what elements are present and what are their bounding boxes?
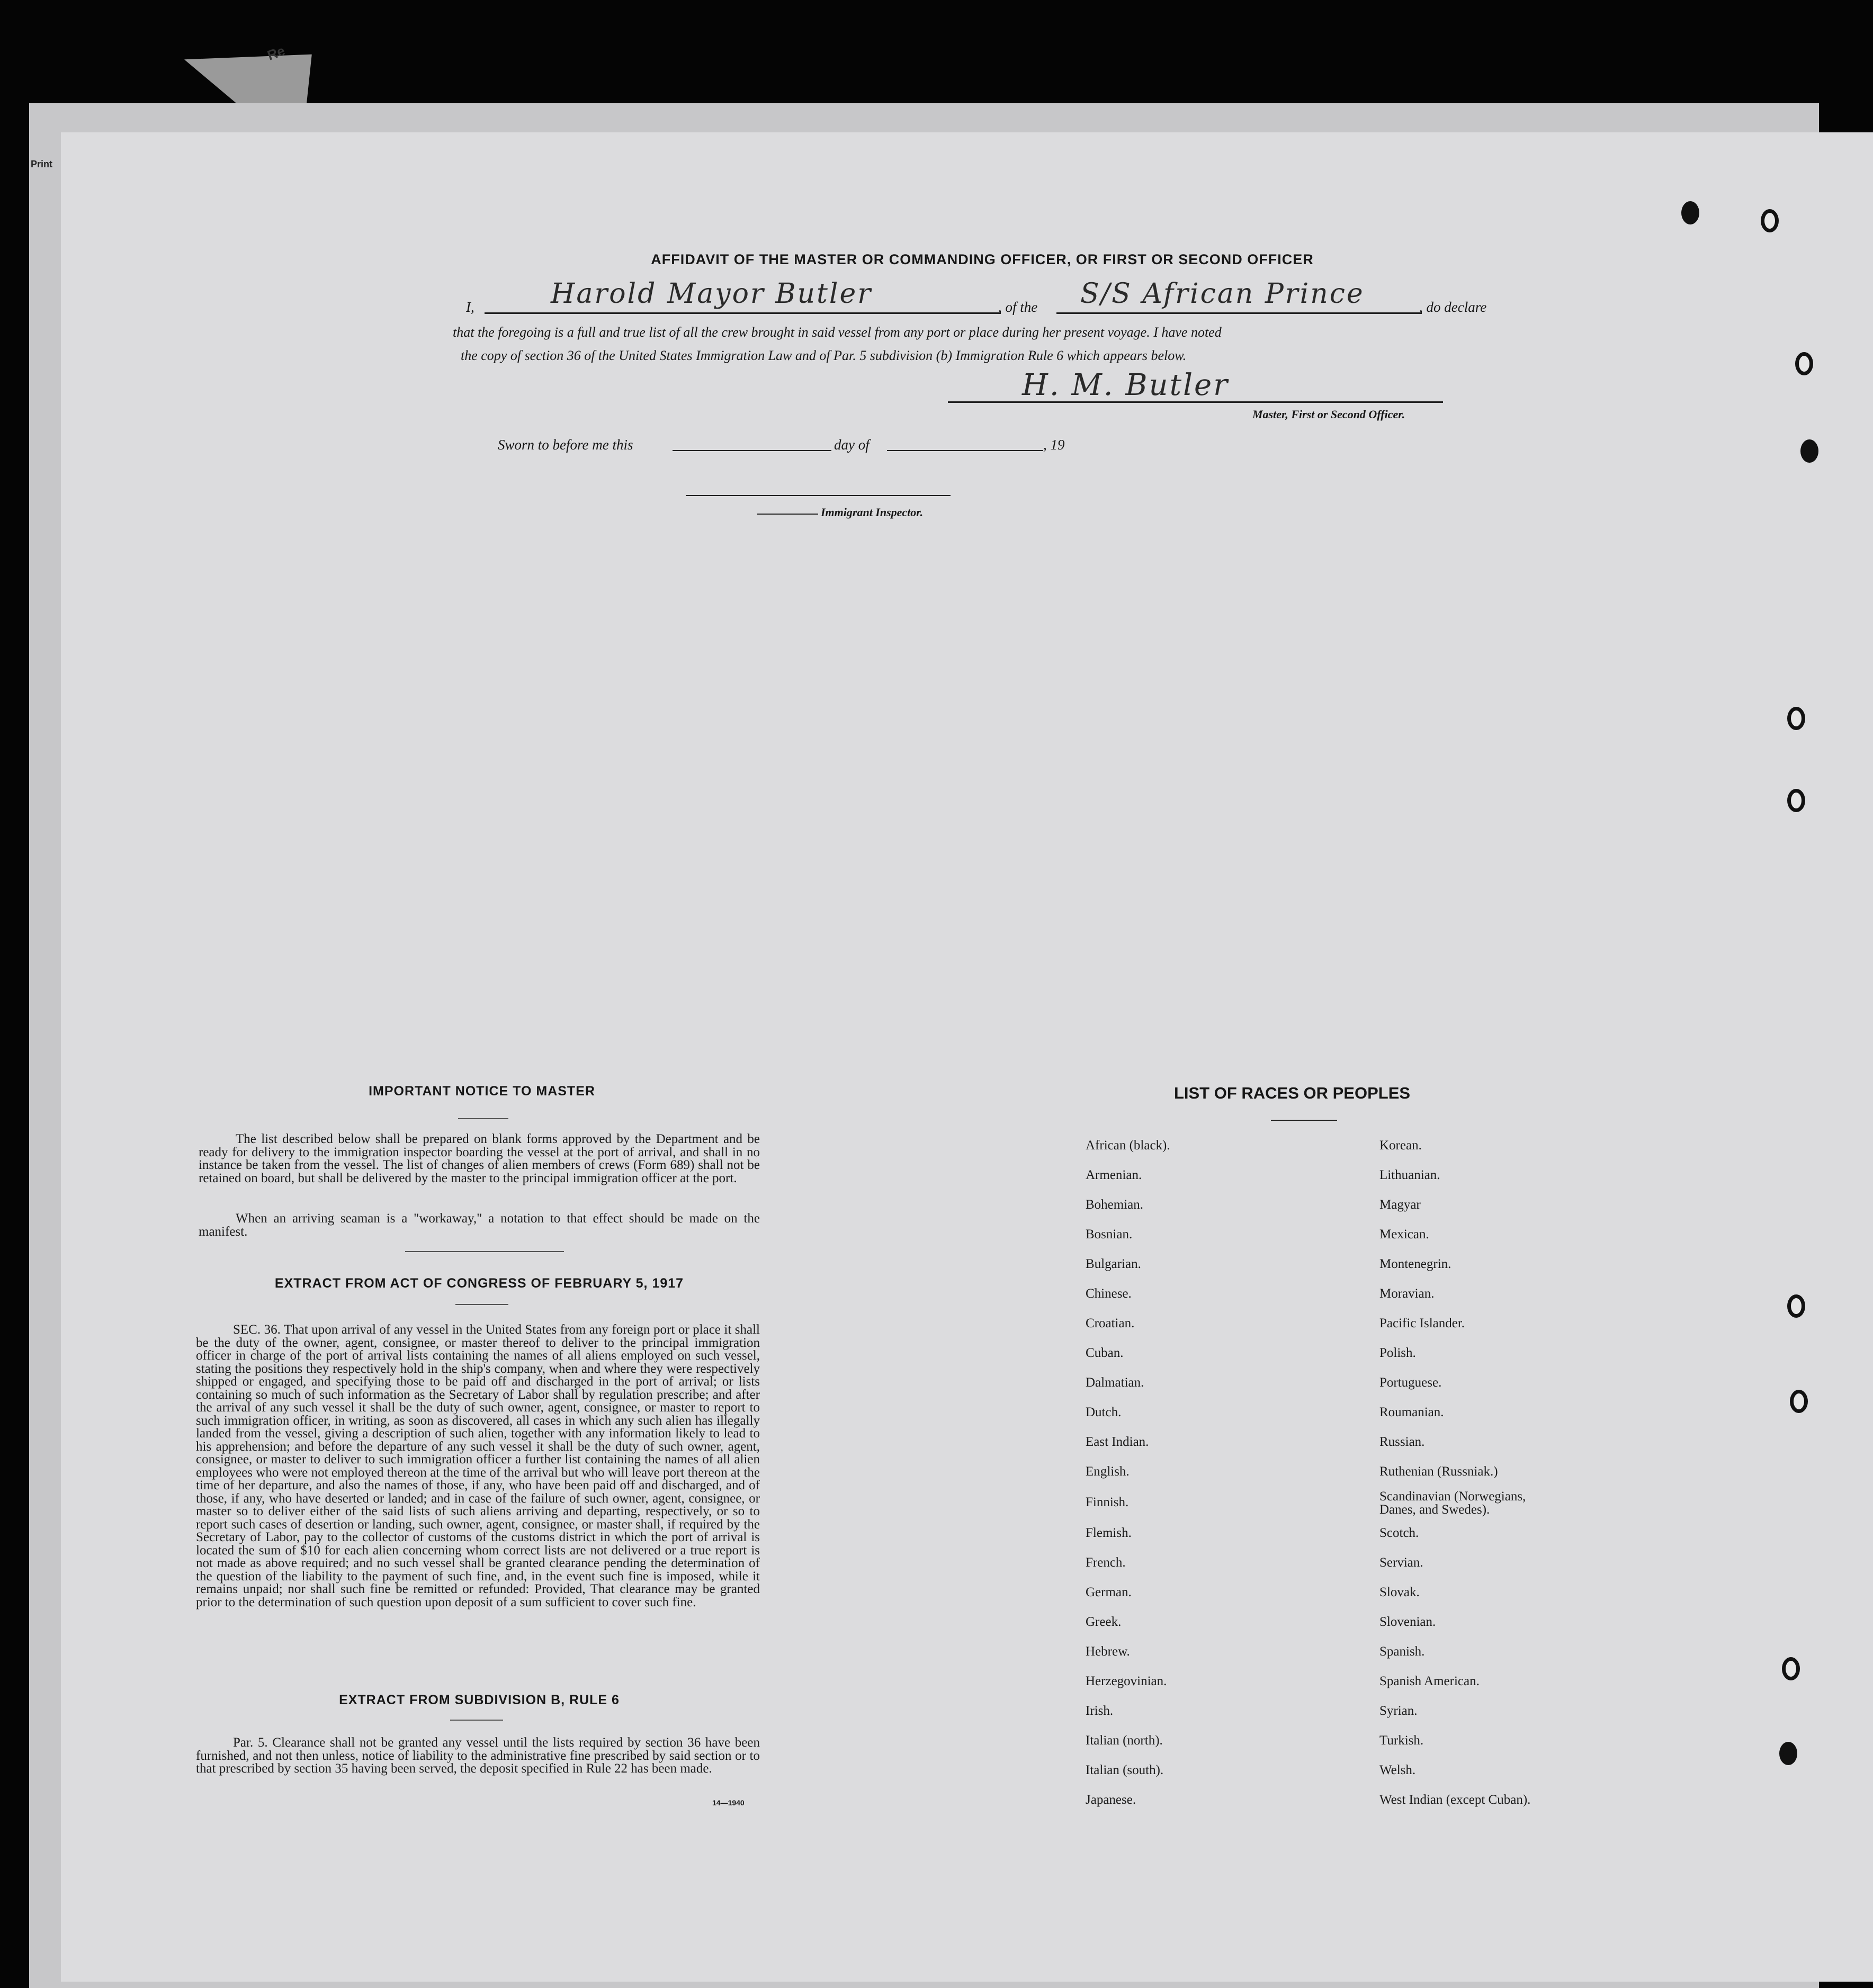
race-item: Ruthenian (Russniak.) [1379,1464,1498,1479]
binder-hole-icon [1782,1657,1800,1680]
race-item: West Indian (except Cuban). [1379,1793,1531,1807]
race-item: Croatian. [1086,1316,1135,1330]
race-item: African (black). [1086,1138,1170,1153]
notice-title: IMPORTANT NOTICE TO MASTER [369,1084,595,1099]
act-title: EXTRACT FROM ACT OF CONGRESS OF FEBRUARY 5, 1917 [274,1276,684,1291]
binder-hole-icon [1800,439,1818,463]
race-item: Cuban. [1086,1346,1124,1360]
form-number: 14—1940 [712,1798,745,1807]
race-item: Greek. [1086,1615,1122,1629]
race-item: Herzegovinian. [1086,1674,1167,1688]
signature-caption: Master, First or Second Officer. [1252,408,1405,421]
act-title-divider [455,1304,508,1305]
document-page [61,132,1873,1982]
binder-hole-icon [1779,1742,1797,1765]
races-divider [1271,1120,1337,1121]
notice-para1: The list described below shall be prepared on blank forms approved by the Department and be ready for delivery to the immigration inspector boarding the vessel at the port of arrival, and shall in no instance be taken from the vessel. The list of changes of alien members of crews (Form 689) shall not be retained on board, but shall be delivered by the master to the principal immigration officer at the port. [199,1132,760,1185]
race-item: Spanish American. [1379,1674,1480,1688]
race-item: German. [1086,1585,1132,1599]
sworn-month-line [887,450,1043,451]
rule-divider [450,1720,503,1721]
affidavit-title: AFFIDAVIT OF THE MASTER OR COMMANDING OFFICER, OR FIRST OR SECOND OFFICER [651,251,1314,267]
race-item: Moravian. [1379,1287,1435,1301]
sworn-day-line [673,450,831,451]
race-item: Korean. [1379,1138,1422,1153]
affidavit-of-the: , of the [998,299,1038,315]
signature-line [948,401,1443,403]
race-item: Magyar [1379,1198,1421,1212]
binder-hole-icon [1761,209,1779,232]
affidavit-declare: , do declare [1419,299,1487,315]
sworn-prefix: Sworn to before me this [498,437,633,453]
inspector-prefix-line [757,514,818,515]
binder-hole-icon [1787,1294,1805,1318]
race-item: Armenian. [1086,1168,1142,1182]
races-title: LIST OF RACES OR PEOPLES [1173,1084,1411,1102]
sworn-day: day of [834,437,870,453]
race-item: Dalmatian. [1086,1375,1144,1390]
sworn-year: , 19 [1043,437,1065,453]
binder-hole-icon [1681,201,1699,224]
notice-para2: When an arriving seaman is a "workaway," a notation to that effect should be made on the manifest. [199,1211,760,1239]
race-item: Finnish. [1086,1495,1129,1509]
affidavit-line3: the copy of section 36 of the United States Immigration Law and of Par. 5 subdivision (b) Immigration Rule 6 which appears below. [461,348,1187,363]
race-item: Portuguese. [1379,1375,1442,1390]
vessel-line [1056,312,1422,314]
inspector-signature-line [686,495,951,496]
act-text: SEC. 36. That upon arrival of any vessel in the United States from any foreign port or place it shall be the duty of the owner, agent, consignee, or master thereof to deliver to the principal immigration officer in charge of the port of arrival lists containing the names of all aliens employed on such vessel, stating the positions they respectively hold in the ship's company, when and where they were respectively shipped or engaged, and specifying those to be paid off and discharged in the port of arrival; or lists containing so much of such information as the Secretary of Labor shall by regulation prescribe; and after the arrival of any such vessel it shall be the duty of such owner, agent, consignee, or master to report to such immigration officer, in writing, as soon as discovered, all cases in which any such alien has illegally landed from the vessel, giving a description of such alien, together with any information likely to lead to his apprehension; and before the departure of any such vessel it shall be the duty of such owner, agent, consignee, or master to deliver to such immigration officer a further list containing the names of all alien employees who were not employed thereon at the time of the arrival but who will leave port thereon at the time of her departure, and also the names of those, if any, who have been paid off and discharged, and of those, if any, who have deserted or landed; and in case of the failure of such owner, agent, consignee, or master so to deliver either of the said lists of such aliens arriving and departing, respectively, or so to report such cases of desertion or landing, such owner, agent, consignee, or master shall, if required by the Secretary of Labor, pay to the collector of customs of the customs district in which the port of arrival is located the sum of $10 for each alien concerning whom correct lists are not delivered or a true report is not made as above required; and no such vessel shall be granted clearance pending the determination of the question of the liability to the payment of such fine, and, in the event such fine is imposed, while it remains unpaid; nor shall such fine be remitted or refunded: Provided, That clearance may be granted prior to the determination of such question upon deposit of a sum sufficient to cover such fine. [196,1323,760,1609]
notice-divider [458,1118,508,1119]
rule-title: EXTRACT FROM SUBDIVISION B, RULE 6 [339,1693,620,1707]
race-item: French. [1086,1555,1126,1570]
binder-hole-icon [1790,1390,1808,1413]
race-item: Russian. [1379,1435,1425,1449]
race-item: Montenegrin. [1379,1257,1451,1271]
race-item: Italian (south). [1086,1763,1164,1777]
race-item: Scotch. [1379,1526,1419,1540]
race-item: Syrian. [1379,1704,1418,1718]
race-item: Turkish. [1379,1733,1424,1748]
race-item: Lithuanian. [1379,1168,1440,1182]
race-item: Dutch. [1086,1405,1122,1419]
race-item: Welsh. [1379,1763,1416,1777]
binder-hole-icon [1795,352,1813,375]
master-name-line [485,312,1001,314]
race-item: Flemish. [1086,1526,1132,1540]
inspector-caption: Immigrant Inspector. [821,506,924,519]
race-item: Servian. [1379,1555,1423,1570]
affidavit-i: I, [466,299,474,315]
rule-text: Par. 5. Clearance shall not be granted any vessel until the lists required by section 36 have been furnished, and not then unless, notice of liability to the administrative fine prescribed by said section or to that prescribed by section 35 having been served, the deposit specified in Rule 22 has been made. [196,1735,760,1776]
race-item: Slovak. [1379,1585,1420,1599]
race-item: Bohemian. [1086,1198,1144,1212]
race-item: Spanish. [1379,1644,1425,1659]
race-item: Scandinavian (Norwegians, Danes, and Swedes). [1379,1489,1526,1517]
binder-hole-icon [1787,789,1805,812]
race-item: Japanese. [1086,1793,1136,1807]
binder-hole-icon [1787,707,1805,730]
race-item: Bosnian. [1086,1227,1133,1242]
race-item: Italian (north). [1086,1733,1163,1748]
race-item: Slovenian. [1379,1615,1436,1629]
race-item: Hebrew. [1086,1644,1130,1659]
print-mark: Print [31,159,53,169]
race-item: Irish. [1086,1704,1114,1718]
race-item: Bulgarian. [1086,1257,1141,1271]
race-item: Roumanian. [1379,1405,1444,1419]
act-divider [405,1251,564,1252]
affidavit-line2: that the foregoing is a full and true list of all the crew brought in said vessel from any port or place during her present voyage. I have noted [453,325,1222,340]
signature-handwritten: H. M. Butler [1022,368,1229,402]
race-item: Mexican. [1379,1227,1429,1242]
corner-tab-text: Re [265,42,288,64]
race-item: Polish. [1379,1346,1416,1360]
race-item: English. [1086,1464,1130,1479]
race-item: Pacific Islander. [1379,1316,1465,1330]
vessel-handwritten: S/S African Prince [1080,278,1365,310]
race-item: East Indian. [1086,1435,1149,1449]
race-item: Chinese. [1086,1287,1132,1301]
master-name-handwritten: Harold Mayor Butler [551,278,873,310]
